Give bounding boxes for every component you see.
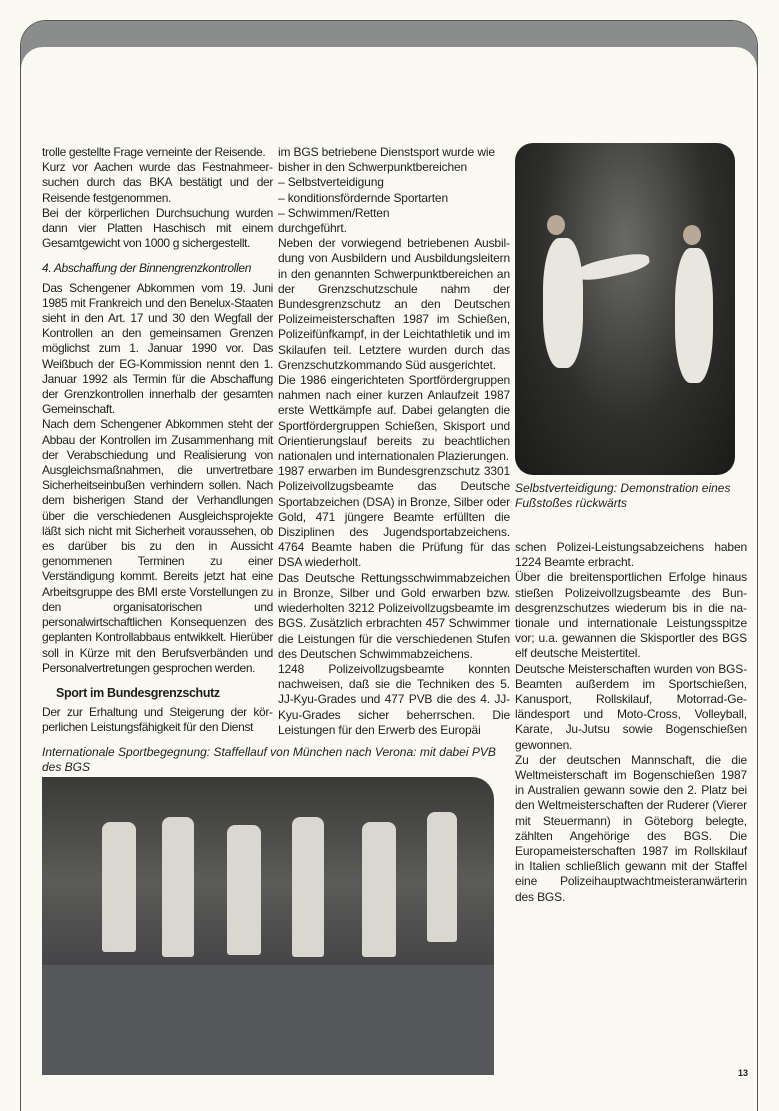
runner (427, 812, 457, 942)
list-item: – konditionsfördernde Sportarten (278, 190, 448, 205)
runner (362, 822, 396, 957)
header-band-inner (21, 47, 757, 77)
runner (162, 817, 194, 957)
karate-photo (515, 143, 735, 475)
paragraph: Das Schengener Abkommen vom 19. Juni 1985 mit Frankreich und den Benelux-Staaten sieht in den Art. 17 und 30 den Wegfall der Kontrollen an den gemeinsamen Grenzen möglichst zum 1. Januar 1990 vor. Das Weißbuch der EG-Kommission nennt den 1. Januar 1992 als Termin für die Abschaffung der Grenzkontrollen innerhalb der gesamten Gemeinschaft. (42, 280, 273, 417)
paragraph: Über die breitensportlichen Erfolge hinaus stießen Polizeivollzugsbeamte des Bundesgrenzschutzes wiederum bis in die nationale und internationale Leistungsspitze vor; u.a. gewannen die Skisportler des BGS elf deutsche Meistertitel. (515, 570, 747, 661)
column-3 (515, 540, 747, 905)
paragraph: schen Polizei-Leistungsabzeichens haben 1224 Beamte erbracht. (515, 540, 747, 570)
paragraph: Das Deutsche Rettungsschwimmabzeichen in Bronze, Silber und Gold erwarben bzw. wiederholten 3212 Polizeivollzugsbeamte im BGS. Zusätzlich erbrachten 457 Schwimmer die Leistungen für die verschiedenen Stufen des Deutschen Schwimmabzeichens. (278, 570, 510, 661)
head (683, 225, 701, 245)
list-item: – Selbstverteidigung (278, 175, 384, 190)
column-1 (42, 145, 273, 736)
karateka-right (675, 248, 713, 383)
list-item: – Schwimmen/Retten (278, 205, 390, 220)
paragraph: 1248 Polizeivollzugsbeamte konnten nachweisen, daß sie die Techniken des 5. JJ-Kyu-Grades und 477 PVB die des 4. JJ-Kyu-Grades sicher beherrschen. Die Leistungen für den Erwerb des Europäi (278, 661, 510, 737)
page-number: 13 (738, 1068, 749, 1078)
head (547, 215, 565, 235)
relay-caption: Internationale Sportbegegnung: Staffellauf von München nach Verona: mit dabei PVB des BGS (42, 745, 496, 774)
runner (227, 825, 261, 955)
paragraph: Der zur Erhaltung und Steigerung der körperlichen Leistungsfähigkeit für den Dienst (42, 705, 273, 735)
paragraph: Kurz vor Aachen wurde das Festnahmeersuchen durch das BKA bestätigt und der Reisende festgenommen. (42, 160, 273, 205)
paragraph: Neben der vorwiegend betriebenen Ausbildung von Ausbildern und Ausbildungsleitern in den genannten Schwerpunktbereichen an der Grenzschutzschule nahm der Bundesgrenzschutz an den Deutschen Polizeimeisterschaften 1987 im Schießen, Polizeifünfkampf, in der Leichtathletik und im Skilaufen teil. Letztere wurden durch das Grenzschutzkommando Süd ausgerichtet. (278, 236, 510, 372)
paragraph: Nach dem Schengener Abkommen steht der Abbau der Kontrollen im Zusammenhang mit der Verabschiedung und Realisierung von Ausgleichsmaßnahmen, die unvertretbare Sicherheitseinbußen verhindern sollen. Nach dem bisherigen Stand der Verhandlungen über die verschiedenen Ausgleichsprojekte läßt sich nicht mit Sicherheit voraussehen, ob es darüber bis zu den in Aussicht genommenen Terminen zu einer Verständigung kommt. Bereits jetzt hat eine Arbeitsgruppe des BMI erste Vorstellungen zu den organisatorischen und personalwirtschaftlichen Konsequenzen des geplanten Kontrollabbaus entwikkelt. Hierüber soll in Kürze mit den Berufsverbänden und Personalvertretungen gesprochen werden. (42, 417, 273, 675)
paragraph: durchgeführt. (278, 221, 347, 236)
header-band (21, 21, 757, 47)
subheading: 4. Abschaffung der Binnengrenzkontrollen (42, 261, 252, 276)
karateka-left (543, 238, 583, 368)
column-2 (278, 145, 510, 738)
road (42, 965, 494, 1075)
paragraph: Bei der körperlichen Durchsuchung wurden dann vier Platten Haschisch mit einem Gesamtgewicht von 1000 g sichergestellt. (42, 205, 273, 251)
paragraph: trolle gestellte Frage verneinte der Reisende. (42, 145, 266, 159)
paragraph: im BGS betriebene Dienstsport wurde wie bisher in den Schwerpunktbereichen (278, 145, 495, 175)
runner (102, 822, 136, 952)
relay-photo (42, 777, 494, 1075)
paragraph: Die 1986 eingerichteten Sportfördergruppen nahmen nach einer kurzen Anlaufzeit 1987 erste Wettkämpfe auf. Dabei gelangten die Sportfördergruppen Schießen, Skisport und Orientierungslauf bereits zu beachtlichen nationalen und internationalen Plazierungen. (278, 373, 510, 464)
paragraph: Deutsche Meisterschaften wurden von BGS-Beamten außerdem im Sportschießen, Kanusport, Rollskilauf, Motorrad-Geländesport und Moto-Cross, Volleyball, Karate, Ju-Jutsu sowie Bogenschießen gewonnen. (515, 661, 747, 752)
paragraph: Zu der deutschen Mannschaft, die die Weltmeisterschaft im Bogenschießen 1987 in Australien gewann sowie den 2. Platz bei den Weltmeisterschaften der Ruderer (Vierer mit Steuermann) in Göteborg belegte, zählten Angehörige des BGS. Die Europameisterschaften 1987 im Rollskilauf in Italien schließlich gewann mit der Staffel eine Polizeihauptwachtmeisteranwärterin des BGS. (515, 752, 747, 904)
section-heading: Sport im Bundesgrenzschutz (56, 685, 220, 700)
paragraph: 1987 erwarben im Bundesgrenzschutz 3301 Polizeivollzugsbeamte das Deutsche Sportabzeichen (DSA) in Bronze, Silber oder Gold, 471 jüngere Beamte erfüllten die Disziplinen des Jugendsportabzeichens. 4764 Beamte haben die Prüfung für das DSA wiederholt. (278, 464, 510, 570)
karate-caption: Selbstverteidigung: Demonstration eines Fußstoßes rückwärts (515, 481, 731, 510)
runner (292, 817, 324, 957)
kicking-leg (574, 250, 651, 283)
